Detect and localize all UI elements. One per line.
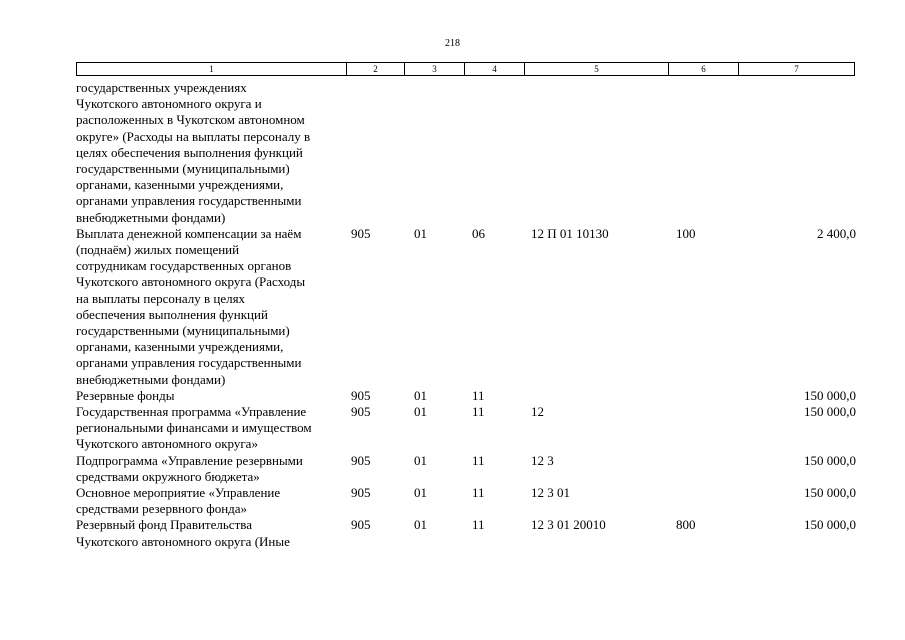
column-header-1: 1: [77, 63, 347, 76]
row-section-cell: 01: [414, 485, 427, 501]
row-code-cell: 905: [351, 485, 371, 501]
row-name-line: Чукотского автономного округа»: [76, 436, 258, 452]
column-header-2: 2: [347, 63, 405, 76]
row-name-line: государственными (муниципальными): [76, 323, 290, 339]
row-subsection-cell: [472, 80, 531, 226]
row-target-cell: 12 П 01 10130: [531, 225, 609, 241]
row-expense-type-cell: 100: [676, 225, 696, 241]
table-row: [76, 453, 856, 485]
row-name-cell: [76, 80, 349, 226]
row-name-cell: [76, 388, 349, 404]
column-header-4: 4: [465, 63, 525, 76]
page-number: 218: [445, 38, 460, 49]
table-row: [76, 485, 856, 517]
column-header-table: [76, 62, 855, 76]
column-header-5: 5: [525, 63, 669, 76]
row-code-cell: 905: [351, 452, 371, 468]
row-section-cell: [409, 80, 472, 226]
row-target-cell: 12 3: [531, 452, 554, 468]
row-name-line: Резервный фонд Правительства: [76, 517, 252, 533]
row-name-line: средствами резервного фонда»: [76, 501, 248, 517]
row-amount-cell: 150 000,0: [804, 485, 856, 501]
row-name-line: органами управления государственными: [76, 193, 302, 209]
row-subsection-cell: 11: [472, 404, 485, 420]
row-code-cell: [349, 80, 409, 226]
row-name-line: органами управления государственными: [76, 355, 302, 371]
row-subsection-cell: 11: [472, 387, 485, 403]
row-amount-cell: 150 000,0: [804, 452, 856, 468]
table-row: [76, 517, 856, 549]
row-name-line: Чукотского автономного округа (Иные: [76, 533, 290, 549]
row-name-line: внебюджетными фондами): [76, 371, 226, 387]
row-subsection-cell: 11: [472, 485, 485, 501]
row-name-line: целях обеспечения выполнения функций: [76, 144, 303, 160]
row-name-line: органами, казенными учреждениями,: [76, 339, 284, 355]
row-subsection-cell: 06: [472, 225, 485, 241]
column-header-row: [77, 63, 855, 76]
row-target-cell: 12: [531, 404, 544, 420]
row-expense-type-cell: [676, 388, 746, 404]
row-name-line: округе» (Расходы на выплаты персоналу в: [76, 128, 311, 144]
row-expense-type-cell: [676, 485, 746, 517]
row-section-cell: 01: [414, 404, 427, 420]
budget-table-body: [76, 80, 856, 550]
row-name-line: Подпрограмма «Управление резервными: [76, 452, 303, 468]
row-name-line: региональными финансами и имуществом: [76, 420, 312, 436]
row-name-cell: [76, 517, 349, 549]
row-name-line: Выплата денежной компенсации за наём: [76, 225, 302, 241]
row-name-line: на выплаты персоналу в целях: [76, 290, 246, 306]
row-section-cell: 01: [414, 517, 427, 533]
row-amount-cell: 2 400,0: [817, 225, 856, 241]
row-code-cell: 905: [351, 404, 371, 420]
row-name-line: государственных учреждениях: [76, 80, 247, 95]
row-section-cell: 01: [414, 225, 427, 241]
row-name-line: обеспечения выполнения функций: [76, 306, 268, 322]
row-name-line: внебюджетными фондами): [76, 209, 226, 225]
row-target-cell: [531, 80, 676, 226]
row-amount-cell: [746, 80, 856, 226]
row-expense-type-cell: [676, 404, 746, 453]
row-name-line: Государственная программа «Управление: [76, 404, 307, 420]
row-target-cell: [531, 388, 676, 404]
table-row: [76, 226, 856, 388]
row-name-line: Чукотского автономного округа (Расходы: [76, 274, 306, 290]
row-name-line: сотрудникам государственных органов: [76, 258, 292, 274]
column-header-7: 7: [739, 63, 855, 76]
row-name-line: Резервные фонды: [76, 387, 175, 403]
row-section-cell: 01: [414, 452, 427, 468]
row-code-cell: 905: [351, 225, 371, 241]
row-expense-type-cell: [676, 80, 746, 226]
column-header-3: 3: [405, 63, 465, 76]
row-name-cell: [76, 453, 349, 485]
row-name-line: расположенных в Чукотском автономном: [76, 112, 305, 128]
table-row: [76, 388, 856, 404]
row-name-cell: [76, 485, 349, 517]
row-expense-type-cell: 800: [676, 517, 696, 533]
row-code-cell: 905: [351, 387, 371, 403]
row-subsection-cell: 11: [472, 452, 485, 468]
row-name-cell: [76, 404, 349, 453]
row-subsection-cell: 11: [472, 517, 485, 533]
row-name-line: Чукотского автономного округа и: [76, 96, 262, 112]
row-name-line: органами, казенными учреждениями,: [76, 177, 284, 193]
table-row: [76, 404, 856, 453]
row-section-cell: 01: [414, 387, 427, 403]
row-name-cell: [76, 226, 349, 388]
row-name-line: государственными (муниципальными): [76, 161, 290, 177]
row-name-line: Основное мероприятие «Управление: [76, 485, 281, 501]
column-header-6: 6: [669, 63, 739, 76]
row-expense-type-cell: [676, 453, 746, 485]
row-name-line: средствами окружного бюджета»: [76, 468, 260, 484]
row-amount-cell: 150 000,0: [804, 404, 856, 420]
table-row: [76, 80, 856, 226]
row-amount-cell: 150 000,0: [804, 387, 856, 403]
row-name-line: (поднаём) жилых помещений: [76, 242, 240, 258]
row-target-cell: 12 3 01: [531, 485, 570, 501]
row-target-cell: 12 3 01 20010: [531, 517, 606, 533]
row-amount-cell: 150 000,0: [804, 517, 856, 533]
row-code-cell: 905: [351, 517, 371, 533]
